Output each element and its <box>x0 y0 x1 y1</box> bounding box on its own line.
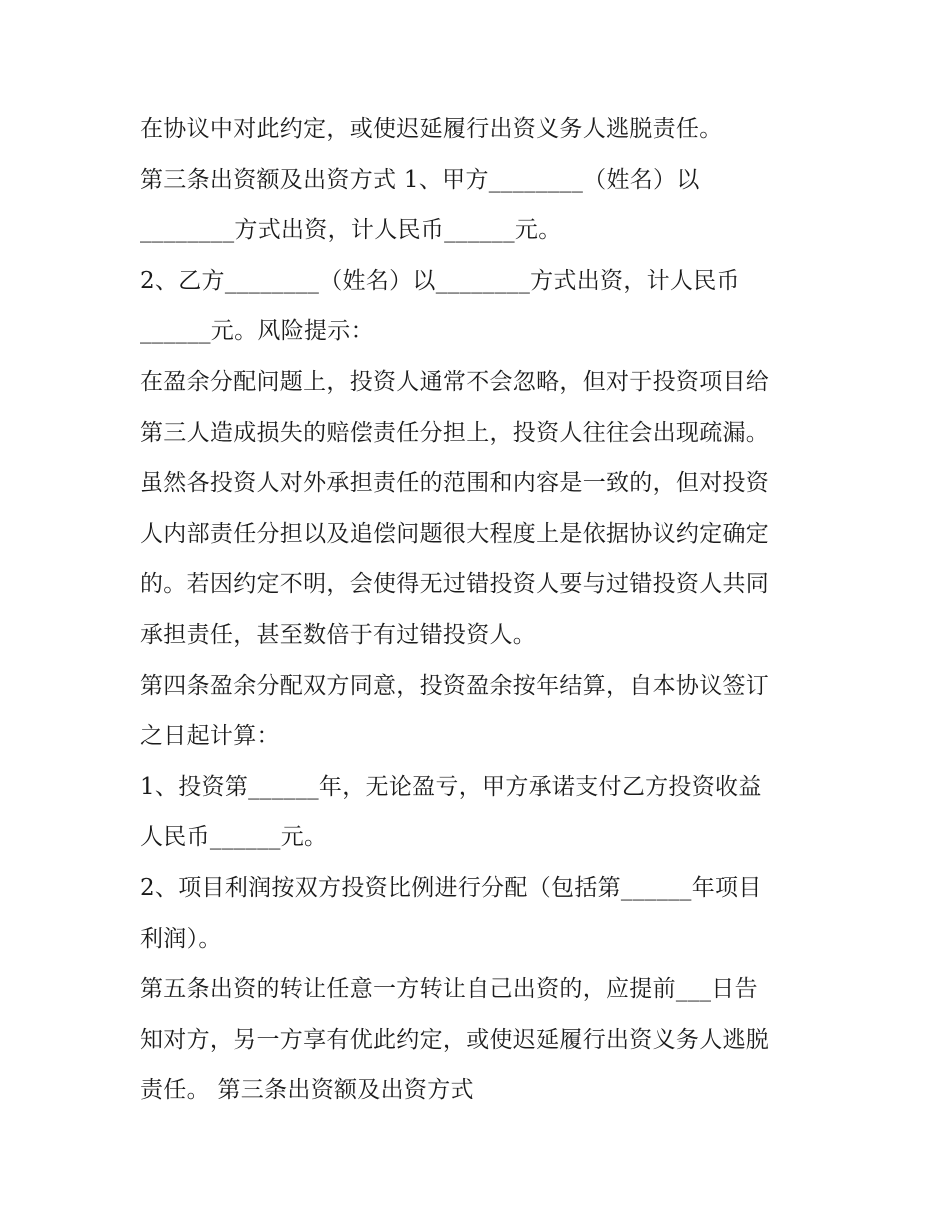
document-body <box>140 104 820 1116</box>
text-line: 第五条出资的转让任意一方转让自己出资的，应提前___日告 <box>140 976 758 1003</box>
text-line: ______元。风险提示： <box>140 318 374 345</box>
text-line: 第三人造成损失的赔偿责任分担上，投资人往往会出现疏漏。 <box>140 419 770 446</box>
text-line: 第四条盈余分配双方同意，投资盈余按年结算，自本协议签订 <box>140 672 770 699</box>
text-line: 2、乙方________（姓名）以________方式出资，计人民币 <box>140 267 740 294</box>
text-line: 人内部责任分担以及追偿问题很大程度上是依据协议约定确定 <box>140 520 770 547</box>
text-line: ________方式出资，计人民币______元。 <box>140 217 562 244</box>
text-line: 人民币______元。 <box>140 824 328 851</box>
text-line: 1、投资第______年，无论盈亏，甲方承诺支付乙方投资收益 <box>140 773 762 800</box>
text-line: 在协议中对此约定，或使迟延履行出资义务人逃脱责任。 <box>140 116 723 142</box>
text-line: 承担责任，甚至数倍于有过错投资人。 <box>140 621 537 648</box>
text-line: 知对方，另一方享有优此约定，或使迟延履行出资义务人逃脱 <box>140 1026 770 1053</box>
text-line: 虽然各投资人对外承担责任的范围和内容是一致的，但对投资 <box>140 470 770 497</box>
text-line: 之日起计算： <box>140 723 280 750</box>
text-line: 在盈余分配问题上，投资人通常不会忽略，但对于投资项目给 <box>140 368 770 395</box>
text-line: 2、项目利润按双方投资比例进行分配（包括第______年项目 <box>140 874 762 901</box>
text-line: 的。若因约定不明，会使得无过错投资人要与过错投资人共同 <box>140 571 770 598</box>
text-line: 第三条出资额及出资方式 1、甲方________（姓名）以 <box>140 166 700 193</box>
text-line: 利润）。 <box>140 925 222 952</box>
text-line: 责任。 第三条出资额及出资方式 <box>140 1077 474 1104</box>
